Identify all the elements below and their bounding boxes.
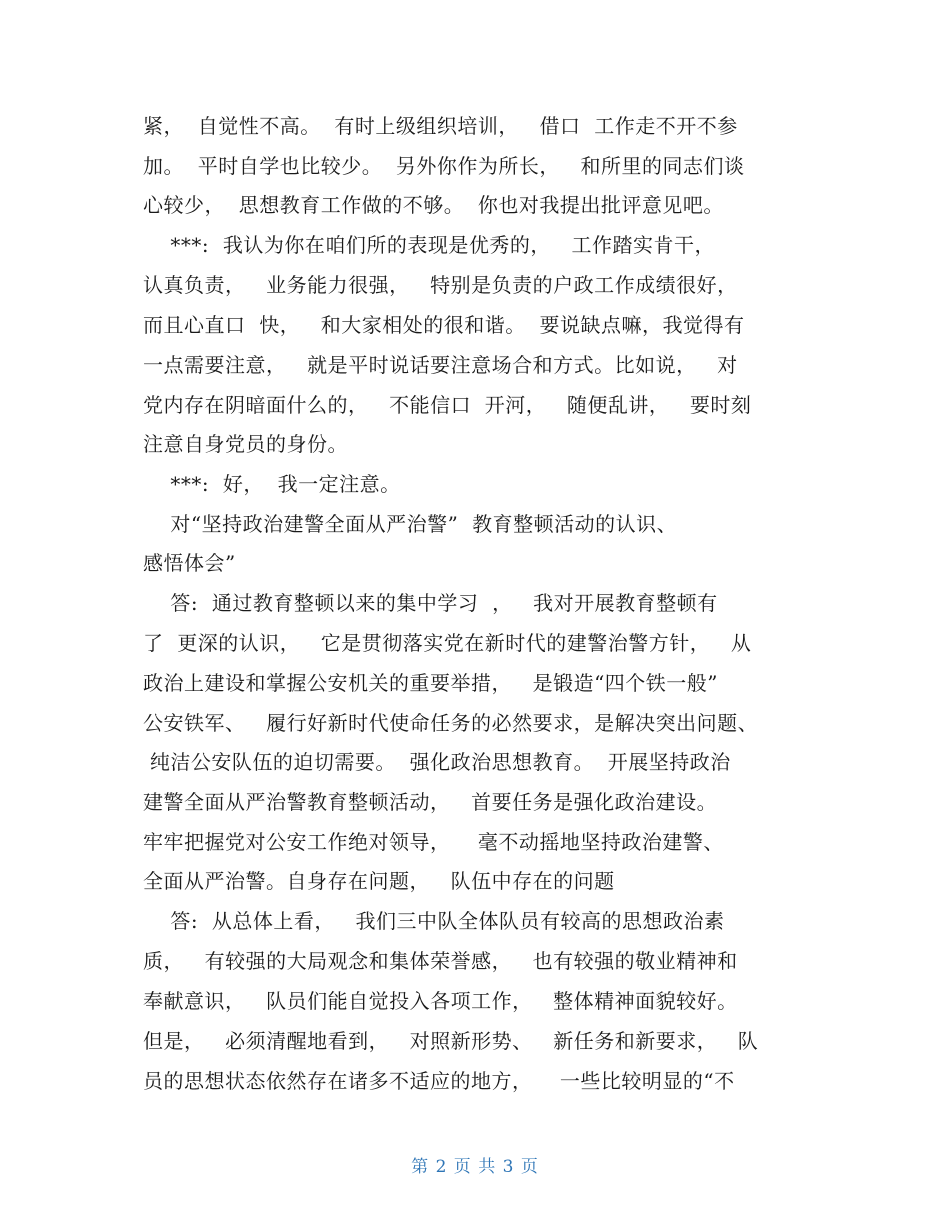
body-text-line: 了 更深的认识， 它是贯彻落实党在新时代的建警治警方针， 从 <box>143 631 752 655</box>
body-text-line: 质， 有较强的大局观念和集体荣誉感， 也有较强的敬业精神和 <box>143 949 738 973</box>
body-text-line: 心较少， 思想教育工作做的不够。 你也对我提出批评意见吧。 <box>143 193 724 217</box>
body-text-line: 答: 通过教育整顿以来的集中学习 ， 我对开展教育整顿有 <box>143 591 718 615</box>
body-text-line: 员的思想状态依然存在诸多不适应的地方， 一些比较明显的“不 <box>143 1069 735 1093</box>
body-text-line: 认真负责， 业务能力很强， 特别是负责的户政工作成绩很好， <box>143 273 738 297</box>
body-text-line: 党内存在阴暗面什么的， 不能信口 开河， 随便乱讲， 要时刻 <box>143 393 752 417</box>
page-number-footer: 第 2 页 共 3 页 <box>411 1157 539 1177</box>
body-text-line: 对“坚持政治建警全面从严治警” 教育整顿活动的认识、 <box>143 512 678 536</box>
body-text-line: 全面从严治警。自身存在问题， 队伍中存在的问题 <box>143 869 615 893</box>
body-text-line: 紧， 自觉性不高。 有时上级组织培训， 借口 工作走不开不参 <box>143 114 738 138</box>
body-text-line: ***: 我认为你在咱们所的表现是优秀的， 工作踏实肯干， <box>143 233 715 257</box>
body-text-line: 一点需要注意， 就是平时说话要注意场合和方式。比如说， 对 <box>143 353 738 377</box>
body-text-line: 感悟体会” <box>143 551 236 575</box>
body-text-line: 政治上建设和掌握公安机关的重要举措， 是锻造“四个铁一般” <box>143 671 719 695</box>
body-text-line: 注意自身党员的身份。 <box>143 432 348 456</box>
body-text-line: 而且心直口 快， 和大家相处的很和谐。 要说缺点嘛，我觉得有 <box>143 313 745 337</box>
body-text-line: ***: 好， 我一定注意。 <box>143 472 401 496</box>
body-text-line: 牢牢把握党对公安工作绝对领导， 毫不动摇地坚持政治建警、 <box>143 830 724 854</box>
body-text-line: 加。 平时自学也比较少。 另外你作为所长， 和所里的同志们谈 <box>143 154 745 178</box>
body-text-line: 公安铁军、 履行好新时代使命任务的必然要求，是解决突出问题、 <box>143 711 759 735</box>
body-text-line: 答: 从总体上看， 我们三中队全体队员有较高的思想政治素 <box>143 909 725 933</box>
body-text-line: 但是， 必须清醒地看到， 对照新形势、 新任务和新要求， 队 <box>143 1029 759 1053</box>
body-text-line: 纯洁公安队伍的迫切需要。 强化政治思想教育。 开展坚持政治 <box>143 750 731 774</box>
body-text-line: 建警全面从严治警教育整顿活动， 首要任务是强化政治建设。 <box>143 790 718 814</box>
body-text-line: 奉献意识， 队员们能自觉投入各项工作， 整体精神面貌较好。 <box>143 989 738 1013</box>
